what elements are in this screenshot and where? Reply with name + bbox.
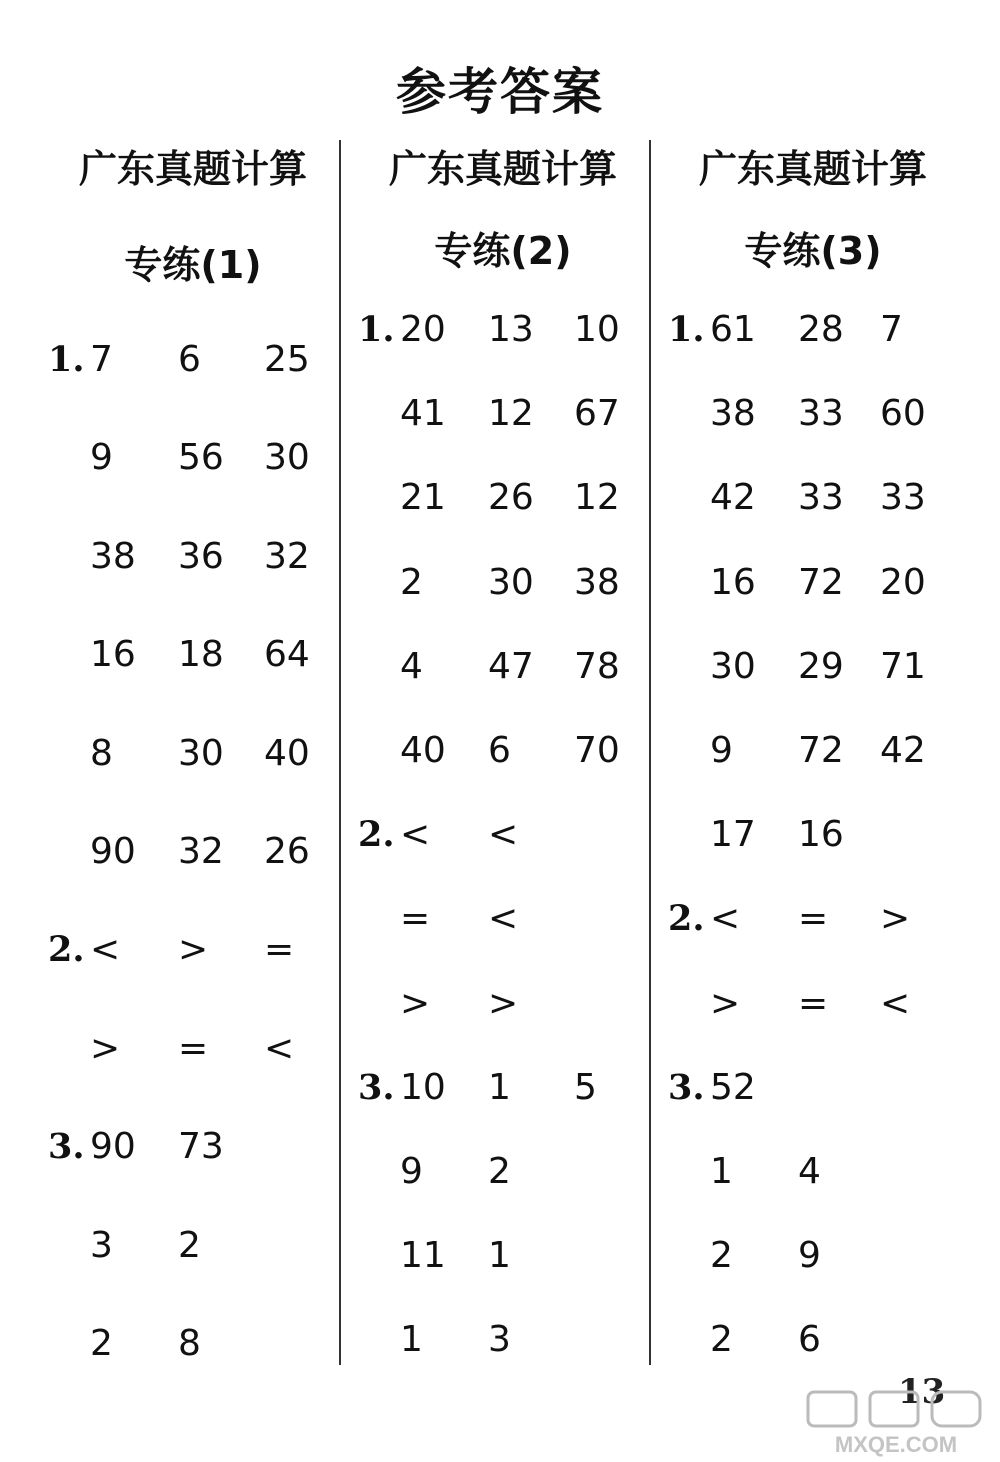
answer-row [358,1063,658,1113]
answer-value: < [400,814,431,855]
answer-value: 7 [880,309,903,350]
answer-value: 47 [488,646,534,687]
answer-value: 12 [574,477,620,518]
page-number: 13 [898,1372,946,1412]
answer-value: 9 [710,730,733,771]
answer-row [48,1024,348,1074]
answer-row [668,726,968,776]
answer-row [48,630,348,680]
answer-value: 1 [400,1319,423,1360]
answer-value: 60 [880,393,926,434]
answer-row [668,1147,968,1197]
answer-value: = [178,1028,209,1069]
answer-value: 3 [90,1225,113,1266]
answer-value: 72 [798,562,844,603]
answer-value: > [710,983,741,1024]
page-title: 参考答案 [396,62,604,121]
answer-value: 17 [710,814,756,855]
answer-row [48,925,348,975]
answer-value: 52 [710,1067,756,1108]
watermark-logo [800,1388,992,1458]
answer-value: 4 [798,1151,821,1192]
answer-value: 2 [90,1323,113,1364]
answer-value: 40 [264,733,310,774]
answer-value: 42 [710,477,756,518]
answer-value: < [264,1028,295,1069]
column-title: 广东真题计算 [698,147,927,191]
answer-value: 90 [90,831,136,872]
answer-value: 42 [880,730,926,771]
answer-value: 2 [710,1319,733,1360]
answer-value: 30 [488,562,534,603]
answer-value: 30 [264,437,310,478]
answer-value: 10 [400,1067,446,1108]
answer-value: > [90,1028,121,1069]
answer-value: 61 [710,309,756,350]
answer-value: > [488,983,519,1024]
answer-value: 38 [710,393,756,434]
answer-value: 26 [488,477,534,518]
answer-value: 2 [710,1235,733,1276]
answer-row [48,532,348,582]
answer-value: < [488,898,519,939]
answer-value: 1 [488,1067,511,1108]
answer-value: 16 [798,814,844,855]
answer-row [48,335,348,385]
answer-value: 38 [90,536,136,577]
answer-value: 64 [264,634,310,675]
answer-row [668,305,968,355]
answer-value: 36 [178,536,224,577]
answer-row [48,827,348,877]
answer-value: 12 [488,393,534,434]
answer-row [358,894,658,944]
answer-row [668,979,968,1029]
answer-value: 4 [400,646,423,687]
answer-value: 20 [880,562,926,603]
answer-value: 3 [488,1319,511,1360]
answer-value: 13 [488,309,534,350]
answer-value: < [488,814,519,855]
question-number: 2. [48,929,85,970]
answer-value: = [264,929,295,970]
answer-value: 26 [264,831,310,872]
answer-row [358,305,658,355]
answer-value: 1 [488,1235,511,1276]
answer-value: 7 [90,339,113,380]
answer-row [358,473,658,523]
answer-row [668,389,968,439]
answer-row [358,1231,658,1281]
answer-value: 9 [400,1151,423,1192]
answer-value: > [880,898,911,939]
answer-value: < [710,898,741,939]
answer-row [358,642,658,692]
question-number: 1. [358,309,395,350]
question-number: 3. [48,1126,85,1167]
answer-value: 16 [710,562,756,603]
answer-value: 30 [710,646,756,687]
answer-value: 33 [798,393,844,434]
watermark-text: MXQE.COM [834,1432,958,1457]
answer-value: 70 [574,730,620,771]
answer-value: = [798,983,829,1024]
answer-value: 67 [574,393,620,434]
answer-row [668,642,968,692]
answer-value: 6 [798,1319,821,1360]
answer-value: 2 [488,1151,511,1192]
column-subtitle: 专练(2) [434,229,572,273]
question-number: 2. [358,814,395,855]
answer-row [48,1221,348,1271]
answer-value: 38 [574,562,620,603]
answer-value: 29 [798,646,844,687]
answer-row [668,1063,968,1113]
answer-value: 40 [400,730,446,771]
question-number: 3. [668,1067,705,1108]
answer-row [358,810,658,860]
answer-value: 16 [90,634,136,675]
answer-value: 8 [90,733,113,774]
answer-value: 9 [798,1235,821,1276]
answer-row [48,1319,348,1369]
answer-value: 25 [264,339,310,380]
answer-row [358,389,658,439]
answer-value: 56 [178,437,224,478]
answer-value: 73 [178,1126,224,1167]
answer-value: 5 [574,1067,597,1108]
answer-value: 33 [798,477,844,518]
question-number: 1. [668,309,705,350]
answer-value: 8 [178,1323,201,1364]
answer-value: 6 [178,339,201,380]
answer-value: 1 [710,1151,733,1192]
answer-value: 32 [264,536,310,577]
answer-row [358,726,658,776]
answer-value: = [798,898,829,939]
answer-value: 9 [90,437,113,478]
answer-value: 10 [574,309,620,350]
answer-value: 71 [880,646,926,687]
answer-value: 41 [400,393,446,434]
answer-row [358,1147,658,1197]
answer-value: > [400,983,431,1024]
answer-row [668,1231,968,1281]
answer-row [358,979,658,1029]
answer-value: 6 [488,730,511,771]
answer-value: < [880,983,911,1024]
column-subtitle: 专练(1) [124,243,262,287]
answer-value: 32 [178,831,224,872]
answer-row [358,1315,658,1365]
column-title: 广东真题计算 [78,147,307,191]
answer-value: > [178,929,209,970]
answer-row [48,729,348,779]
question-number: 1. [48,339,85,380]
answer-value: 20 [400,309,446,350]
question-number: 2. [668,898,705,939]
answer-row [668,810,968,860]
answer-value: < [90,929,121,970]
answer-row [668,894,968,944]
answer-value: 90 [90,1126,136,1167]
answer-value: 21 [400,477,446,518]
answer-row [668,473,968,523]
answer-value: 30 [178,733,224,774]
answer-row [668,558,968,608]
answer-row [358,558,658,608]
answer-value: 18 [178,634,224,675]
answer-value: 2 [400,562,423,603]
column-subtitle: 专练(3) [744,229,882,273]
answer-value: 11 [400,1235,446,1276]
question-number: 3. [358,1067,395,1108]
answer-value: = [400,898,431,939]
answer-row [48,1122,348,1172]
answer-value: 78 [574,646,620,687]
answer-value: 28 [798,309,844,350]
answer-value: 72 [798,730,844,771]
column-title: 广东真题计算 [388,147,617,191]
answer-row [48,433,348,483]
answer-row [668,1315,968,1365]
answer-value: 2 [178,1225,201,1266]
answer-value: 33 [880,477,926,518]
